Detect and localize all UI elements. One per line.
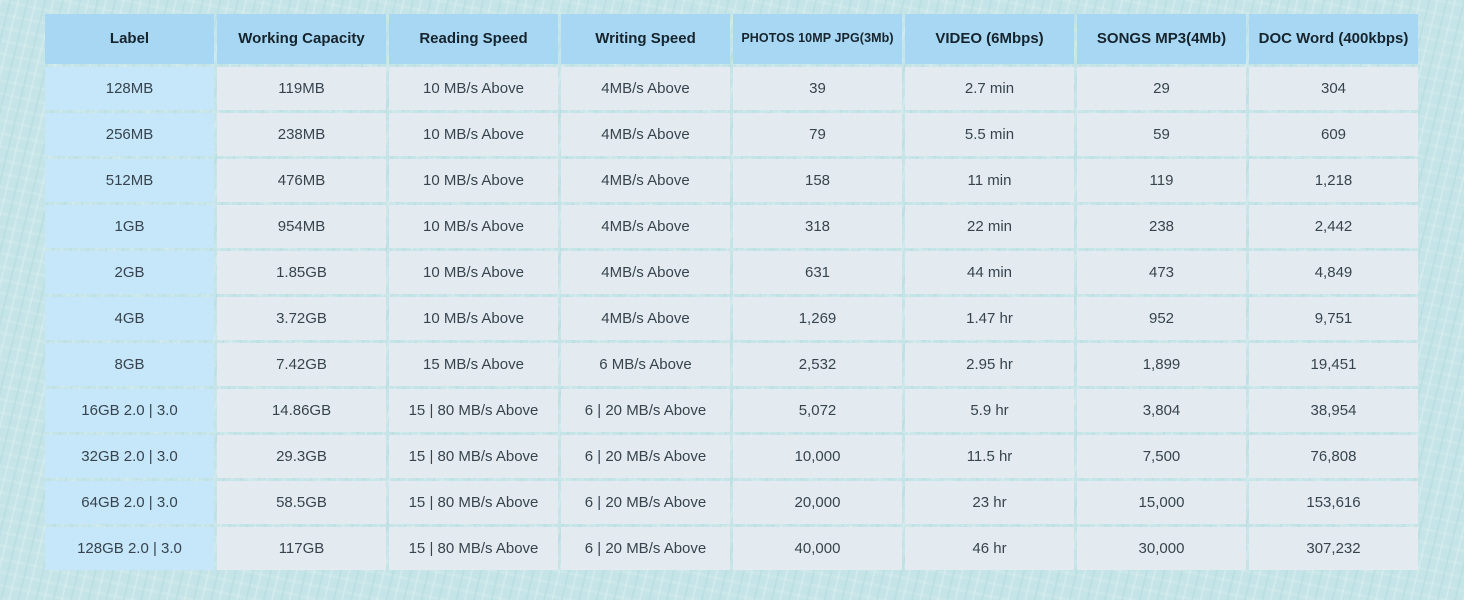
column-header-label: Label xyxy=(45,14,214,64)
video-duration-cell: 22 min xyxy=(905,205,1074,248)
songs-count-cell: 3,804 xyxy=(1077,389,1246,432)
photos-count-cell: 39 xyxy=(733,67,902,110)
working-capacity-cell: 7.42GB xyxy=(217,343,386,386)
table-row xyxy=(45,527,1418,570)
column-header-songs: SONGS MP3(4Mb) xyxy=(1077,14,1246,64)
table-row xyxy=(45,435,1418,478)
photos-count-cell: 5,072 xyxy=(733,389,902,432)
working-capacity-cell: 29.3GB xyxy=(217,435,386,478)
table-row xyxy=(45,297,1418,340)
photos-count-cell: 318 xyxy=(733,205,902,248)
writing-speed-cell: 6 MB/s Above xyxy=(561,343,730,386)
songs-count-cell: 7,500 xyxy=(1077,435,1246,478)
songs-count-cell: 30,000 xyxy=(1077,527,1246,570)
writing-speed-cell: 6 | 20 MB/s Above xyxy=(561,527,730,570)
working-capacity-cell: 954MB xyxy=(217,205,386,248)
doc-count-cell: 1,218 xyxy=(1249,159,1418,202)
working-capacity-cell: 3.72GB xyxy=(217,297,386,340)
songs-count-cell: 1,899 xyxy=(1077,343,1246,386)
doc-count-cell: 2,442 xyxy=(1249,205,1418,248)
photos-count-cell: 20,000 xyxy=(733,481,902,524)
video-duration-cell: 5.9 hr xyxy=(905,389,1074,432)
reading-speed-cell: 10 MB/s Above xyxy=(389,159,558,202)
video-duration-cell: 23 hr xyxy=(905,481,1074,524)
reading-speed-cell: 10 MB/s Above xyxy=(389,113,558,156)
table-row xyxy=(45,113,1418,156)
working-capacity-cell: 117GB xyxy=(217,527,386,570)
row-label-cell: 512MB xyxy=(45,159,214,202)
column-header-writing-speed: Writing Speed xyxy=(561,14,730,64)
writing-speed-cell: 4MB/s Above xyxy=(561,67,730,110)
songs-count-cell: 238 xyxy=(1077,205,1246,248)
column-header-reading-speed: Reading Speed xyxy=(389,14,558,64)
working-capacity-cell: 58.5GB xyxy=(217,481,386,524)
video-duration-cell: 44 min xyxy=(905,251,1074,294)
doc-count-cell: 19,451 xyxy=(1249,343,1418,386)
photos-count-cell: 79 xyxy=(733,113,902,156)
working-capacity-cell: 238MB xyxy=(217,113,386,156)
reading-speed-cell: 15 | 80 MB/s Above xyxy=(389,527,558,570)
doc-count-cell: 609 xyxy=(1249,113,1418,156)
photos-count-cell: 2,532 xyxy=(733,343,902,386)
writing-speed-cell: 6 | 20 MB/s Above xyxy=(561,435,730,478)
video-duration-cell: 11.5 hr xyxy=(905,435,1074,478)
doc-count-cell: 76,808 xyxy=(1249,435,1418,478)
doc-count-cell: 153,616 xyxy=(1249,481,1418,524)
reading-speed-cell: 15 MB/s Above xyxy=(389,343,558,386)
video-duration-cell: 46 hr xyxy=(905,527,1074,570)
column-header-video: VIDEO (6Mbps) xyxy=(905,14,1074,64)
working-capacity-cell: 476MB xyxy=(217,159,386,202)
column-header-photos: PHOTOS 10MP JPG(3Mb) xyxy=(733,14,902,64)
video-duration-cell: 2.7 min xyxy=(905,67,1074,110)
working-capacity-cell: 1.85GB xyxy=(217,251,386,294)
reading-speed-cell: 15 | 80 MB/s Above xyxy=(389,435,558,478)
row-label-cell: 128MB xyxy=(45,67,214,110)
writing-speed-cell: 6 | 20 MB/s Above xyxy=(561,481,730,524)
writing-speed-cell: 4MB/s Above xyxy=(561,251,730,294)
table-row xyxy=(45,389,1418,432)
songs-count-cell: 15,000 xyxy=(1077,481,1246,524)
reading-speed-cell: 10 MB/s Above xyxy=(389,67,558,110)
table-row xyxy=(45,67,1418,110)
doc-count-cell: 304 xyxy=(1249,67,1418,110)
doc-count-cell: 9,751 xyxy=(1249,297,1418,340)
reading-speed-cell: 10 MB/s Above xyxy=(389,297,558,340)
table-row xyxy=(45,343,1418,386)
photos-count-cell: 40,000 xyxy=(733,527,902,570)
column-header-doc-word: DOC Word (400kbps) xyxy=(1249,14,1418,64)
video-duration-cell: 1.47 hr xyxy=(905,297,1074,340)
doc-count-cell: 4,849 xyxy=(1249,251,1418,294)
reading-speed-cell: 10 MB/s Above xyxy=(389,251,558,294)
table-body xyxy=(45,67,1418,570)
songs-count-cell: 119 xyxy=(1077,159,1246,202)
video-duration-cell: 2.95 hr xyxy=(905,343,1074,386)
flash-drive-capacity-table xyxy=(42,11,1421,573)
column-header-working-capacity: Working Capacity xyxy=(217,14,386,64)
doc-count-cell: 307,232 xyxy=(1249,527,1418,570)
row-label-cell: 2GB xyxy=(45,251,214,294)
row-label-cell: 1GB xyxy=(45,205,214,248)
row-label-cell: 256MB xyxy=(45,113,214,156)
header-row xyxy=(45,14,1418,64)
table-row xyxy=(45,159,1418,202)
photos-count-cell: 1,269 xyxy=(733,297,902,340)
row-label-cell: 16GB 2.0 | 3.0 xyxy=(45,389,214,432)
writing-speed-cell: 4MB/s Above xyxy=(561,297,730,340)
writing-speed-cell: 4MB/s Above xyxy=(561,113,730,156)
doc-count-cell: 38,954 xyxy=(1249,389,1418,432)
reading-speed-cell: 15 | 80 MB/s Above xyxy=(389,481,558,524)
reading-speed-cell: 10 MB/s Above xyxy=(389,205,558,248)
row-label-cell: 4GB xyxy=(45,297,214,340)
songs-count-cell: 952 xyxy=(1077,297,1246,340)
songs-count-cell: 59 xyxy=(1077,113,1246,156)
writing-speed-cell: 4MB/s Above xyxy=(561,205,730,248)
table-row xyxy=(45,251,1418,294)
reading-speed-cell: 15 | 80 MB/s Above xyxy=(389,389,558,432)
working-capacity-cell: 119MB xyxy=(217,67,386,110)
songs-count-cell: 29 xyxy=(1077,67,1246,110)
photos-count-cell: 158 xyxy=(733,159,902,202)
row-label-cell: 8GB xyxy=(45,343,214,386)
row-label-cell: 32GB 2.0 | 3.0 xyxy=(45,435,214,478)
working-capacity-cell: 14.86GB xyxy=(217,389,386,432)
video-duration-cell: 5.5 min xyxy=(905,113,1074,156)
songs-count-cell: 473 xyxy=(1077,251,1246,294)
row-label-cell: 64GB 2.0 | 3.0 xyxy=(45,481,214,524)
writing-speed-cell: 4MB/s Above xyxy=(561,159,730,202)
writing-speed-cell: 6 | 20 MB/s Above xyxy=(561,389,730,432)
table-row xyxy=(45,481,1418,524)
photos-count-cell: 631 xyxy=(733,251,902,294)
video-duration-cell: 11 min xyxy=(905,159,1074,202)
photos-count-cell: 10,000 xyxy=(733,435,902,478)
row-label-cell: 128GB 2.0 | 3.0 xyxy=(45,527,214,570)
table-header xyxy=(45,14,1418,64)
table-row xyxy=(45,205,1418,248)
